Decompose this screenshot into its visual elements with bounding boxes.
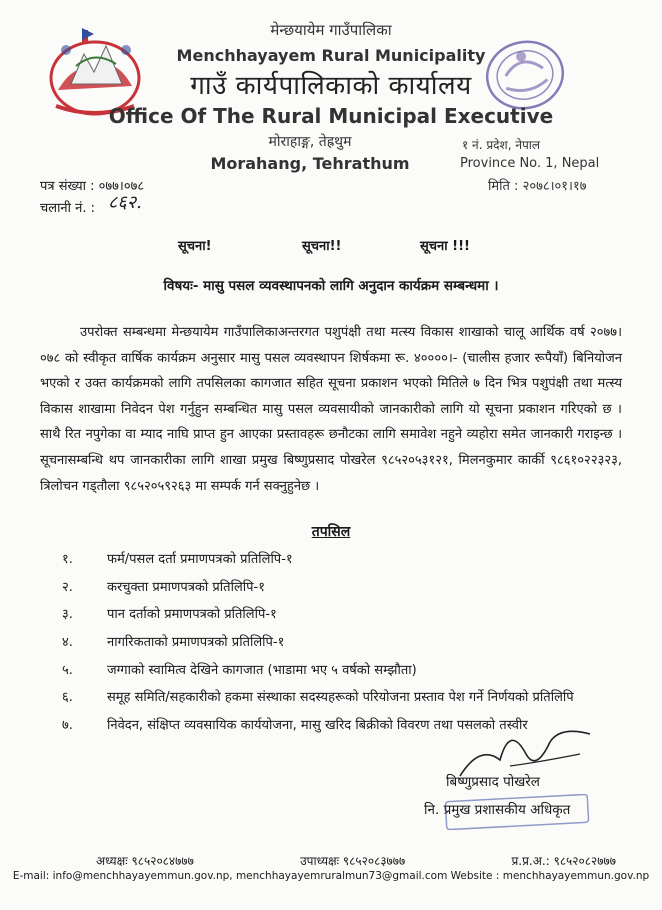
list-item-text: करचुक्ता प्रमाणपत्रको प्रतिलिपि-१	[107, 579, 265, 595]
notice-heading-3: सूचना !!!	[420, 239, 470, 254]
list-item-number: ३.	[62, 607, 73, 623]
list-item	[62, 655, 642, 683]
list-item-number: २.	[62, 579, 73, 595]
list-item-text: निवेदन, संक्षिप्त व्यवसायिक कार्ययोजना, मासु खरिद बिक्रीको विवरण तथा पसलको तस्वीर	[107, 717, 528, 733]
list-item-number: ७.	[62, 717, 73, 733]
list-item	[62, 572, 642, 600]
municipality-name-np: मेन्छयायेम गाउँपालिका	[270, 21, 392, 39]
details-title: तपसिल	[311, 524, 351, 540]
notice-heading-1: सूचना!	[178, 239, 212, 254]
cao-phone: प्र.प्र.अ.: ९८५२०८२७७७	[511, 854, 616, 868]
dispatch-number-label: चलानी नं. :	[40, 201, 96, 216]
province-np: १ नं. प्रदेश, नेपाल	[462, 138, 541, 152]
subject-line: विषयः- मासु पसल व्यवस्थापनको लागि अनुदान कार्यक्रम सम्बन्धमा ।	[163, 278, 499, 294]
footer-contact-info: E-mail: info@menchhayayemmun.gov.np, menchhayayemruralmun73@gmail.com Website : menchhayayemmun.gov.np	[12, 870, 650, 882]
list-item-text: नागरिकताको प्रमाणपत्रको प्रतिलिपि-१	[107, 634, 285, 650]
signatory-title: नि. प्रमुख प्रशासकीय अधिकृत	[424, 802, 571, 818]
list-item-number: ६.	[62, 690, 73, 706]
list-item	[62, 599, 642, 627]
required-documents-list	[62, 544, 642, 738]
list-item-text: फर्म/पसल दर्ता प्रमाणपत्रको प्रतिलिपि-१	[107, 551, 293, 567]
municipality-name-en: Menchhayayem Rural Municipality	[176, 46, 486, 65]
list-item-text: जग्गाको स्वामित्व देखिने कागजात (भाडामा भए ५ वर्षको सम्झौता)	[107, 662, 417, 678]
location-np: मोराहाङ्ग, तेह्रथुम	[268, 134, 352, 150]
list-item	[62, 627, 642, 655]
vice-chair-phone: उपाध्यक्षः ९८५२०८३७७७	[300, 854, 406, 868]
letter-date: मिति : २०७८।०१।१७	[488, 179, 587, 194]
signatory-name: बिष्णुप्रसाद पोखरेल	[446, 774, 540, 790]
footer-phone-numbers	[96, 852, 616, 869]
dispatch-number-handwritten: ८६२.	[108, 192, 142, 213]
list-item-number: १.	[62, 551, 73, 567]
list-item-text: समूह समिति/सहकारीको हकमा संस्थाका सदस्यहरूको परियोजना प्रस्ताव पेश गर्ने निर्णयको प्रतिलिपि	[107, 690, 574, 706]
list-item-number: ५.	[62, 662, 73, 678]
chair-phone: अध्यक्षः ९८५२०८४७७७	[96, 854, 194, 868]
list-item	[62, 682, 642, 710]
letter-number: पत्र संख्या : ०७७।०७८	[40, 179, 145, 194]
location-en: Morahang, Tehrathum	[210, 154, 410, 173]
list-item-number: ४.	[62, 634, 73, 650]
list-item-text: पान दर्ताको प्रमाणपत्रको प्रतिलिपि-१	[107, 607, 277, 623]
province-en: Province No. 1, Nepal	[460, 156, 600, 171]
list-item	[62, 544, 642, 572]
office-name-np: गाउँ कार्यपालिकाको कार्यालय	[190, 71, 472, 101]
notice-body: उपरोक्त सम्बन्धमा मेन्छयायेम गाउँपालिकाअन्तरगत पशुपंक्षी तथा मत्स्य विकास शाखाको चालू आर्थिक वर्ष २०७७।०७८ को स्वीकृत वार्षिक कार्यक्रम अनुसार मासु पसल व्यवस्थापन शिर्षकमा रू. ४००००।- (चालीस हजार रूपैयाँ) बिनियोजन भएको र उक्त कार्यक्रमको लागि तपसिलका कागजात सहित सूचना प्रकाशन भएको मितिले ७ दिन भित्र पशुपंक्षी तथा मत्स्य विकास शाखामा निवेदन पेश गर्नुहुन सम्बन्धित मासु पसल व्यवसायीको जानकारीको लागि यो सूचना प्रकाशन गरिएको छ । साथै रित नपुगेका वा म्याद नाघि प्राप्त हुन आएका प्रस्तावहरू छनौटका लागि समावेश नहुने व्यहोरा समेत जानकारी गराइन्छ । सूचनासम्बन्धि थप जानकारीका लागि शाखा प्रमुख बिष्णुप्रसाद पोखरेल ९८५२०५३१२१, मिलनकुमार कार्की ९८६१०२२३२३, त्रिलोचन गड्तौला ९८५२०५९२६३ मा सम्पर्क गर्न सक्नुहुनेछ ।	[40, 325, 622, 494]
notice-heading-2: सूचना!!	[302, 239, 342, 254]
office-name-en: Office Of The Rural Municipal Executive	[108, 104, 554, 128]
